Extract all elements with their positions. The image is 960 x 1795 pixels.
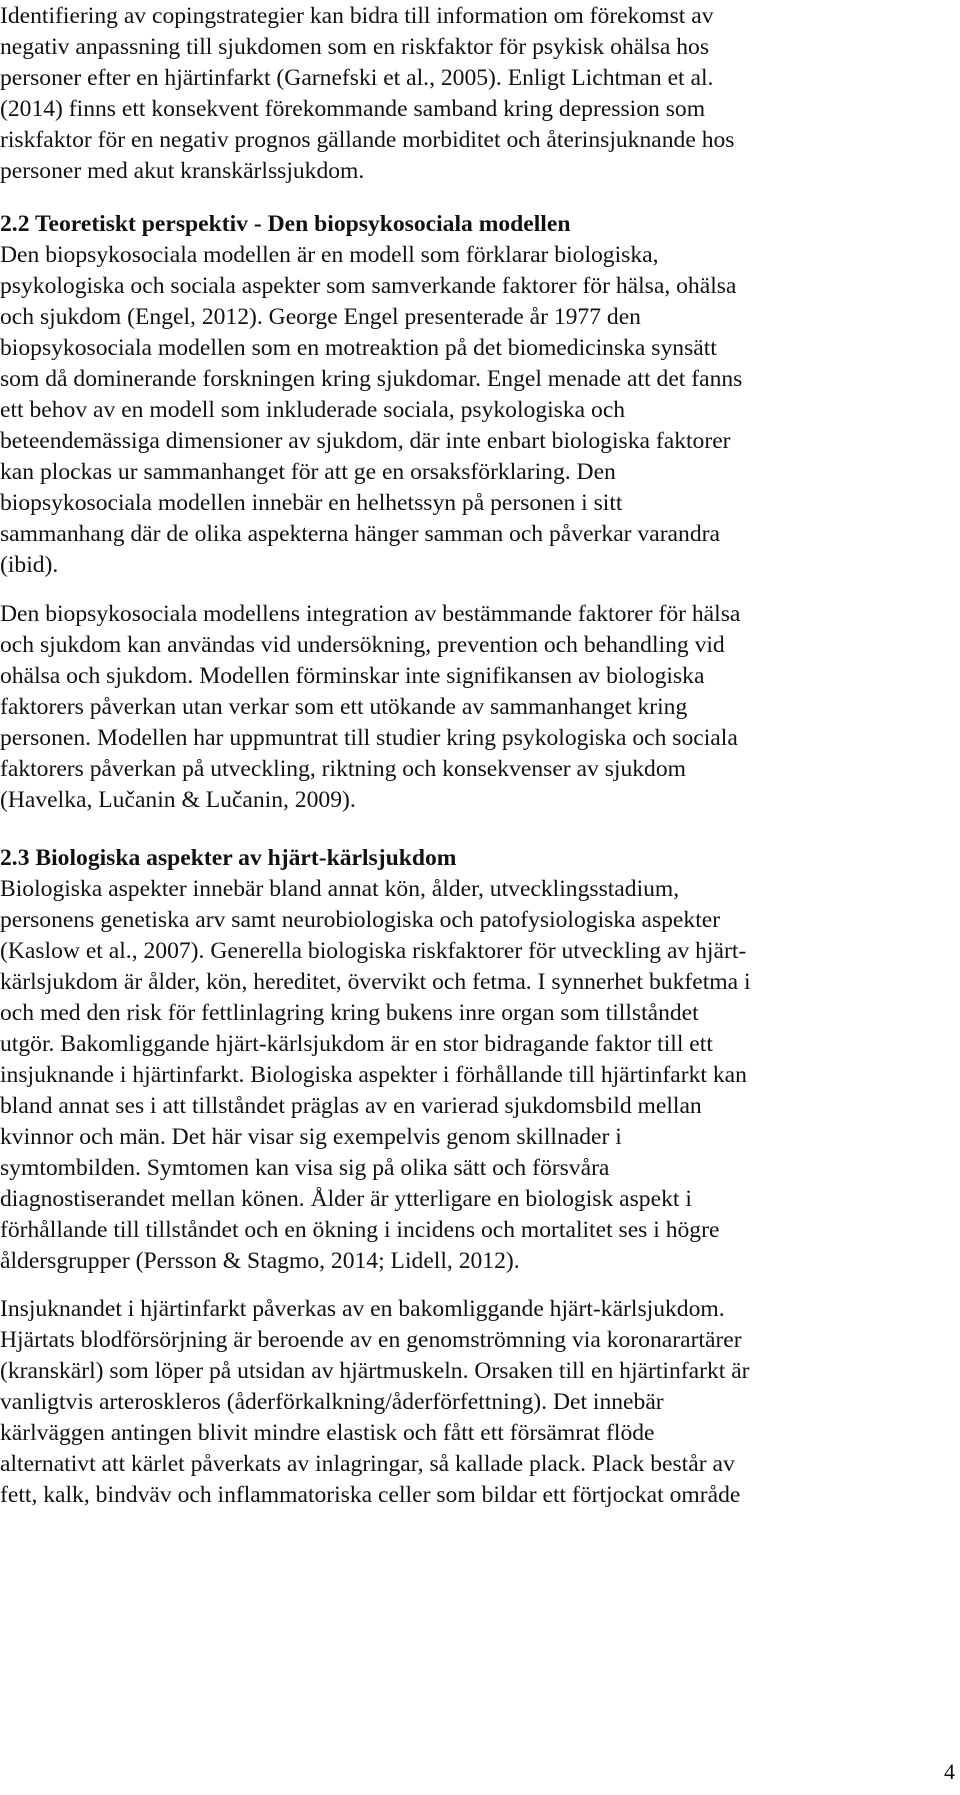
text-line: åldersgrupper (Persson & Stagmo, 2014; Lidell, 2012). <box>0 1248 520 1274</box>
text-line: och med den risk för fettlinlagring kring bukens inre organ som tillståndet <box>0 1000 699 1026</box>
text-line: (kranskärl) som löper på utsidan av hjärtmuskeln. Orsaken till en hjärtinfarkt är <box>0 1358 750 1384</box>
text-line: riskfaktor för en negativ prognos gällande morbiditet och återinsjuknande hos <box>0 127 735 153</box>
text-line: beteendemässiga dimensioner av sjukdom, där inte enbart biologiska faktorer <box>0 428 731 454</box>
section-heading: 2.3 Biologiska aspekter av hjärt-kärlsjukdom <box>0 845 457 871</box>
text-line: psykologiska och sociala aspekter som samverkande faktorer för hälsa, ohälsa <box>0 273 737 299</box>
text-line: utgör. Bakomliggande hjärt-kärlsjukdom är en stor bidragande faktor till ett <box>0 1031 713 1057</box>
text-line: kärlsjukdom är ålder, kön, hereditet, övervikt och fetma. I synnerhet bukfetma i <box>0 969 751 995</box>
text-line: (ibid). <box>0 552 59 578</box>
text-line: insjuknande i hjärtinfarkt. Biologiska aspekter i förhållande till hjärtinfarkt kan <box>0 1062 747 1088</box>
text-line: och sjukdom kan användas vid undersökning, prevention och behandling vid <box>0 632 725 658</box>
text-line: diagnostiserandet mellan könen. Ålder är ytterligare en biologisk aspekt i <box>0 1186 692 1212</box>
text-line: förhållande till tillståndet och en ökning i incidens och mortalitet ses i högre <box>0 1217 720 1243</box>
text-line: faktorers påverkan på utveckling, riktning och konsekvenser av sjukdom <box>0 756 686 782</box>
text-line: negativ anpassning till sjukdomen som en riskfaktor för psykisk ohälsa hos <box>0 34 710 60</box>
section-2-2 <box>0 209 960 581</box>
text-line: (Havelka, Lučanin & Lučanin, 2009). <box>0 787 356 813</box>
text-line: sammanhang där de olika aspekterna hänger samman och påverkar varandra <box>0 521 720 547</box>
text-line: biopsykosociala modellen innebär en helhetssyn på personen i sitt <box>0 490 623 516</box>
text-line: ett behov av en modell som inkluderade sociala, psykologiska och <box>0 397 626 423</box>
text-line: Identifiering av copingstrategier kan bidra till information om förekomst av <box>0 3 714 29</box>
text-line: biopsykosociala modellen som en motreaktion på det biomedicinska synsätt <box>0 335 717 361</box>
text-line: Hjärtats blodförsörjning är beroende av en genomströmning via koronarartärer <box>0 1327 742 1353</box>
text-line: personen. Modellen har uppmuntrat till studier kring psykologiska och sociala <box>0 725 738 751</box>
text-line: personens genetiska arv samt neurobiologiska och patofysiologiska aspekter <box>0 907 721 933</box>
text-line: kvinnor och män. Det här visar sig exempelvis genom skillnader i <box>0 1124 622 1150</box>
text-line: Insjuknandet i hjärtinfarkt påverkas av en bakomliggande hjärt-kärlsjukdom. <box>0 1296 725 1322</box>
text-line: Den biopsykosociala modellen är en modell som förklarar biologiska, <box>0 242 659 268</box>
section-2-3 <box>0 843 960 1277</box>
text-line: kan plockas ur sammanhanget för att ge en orsaksförklaring. Den <box>0 459 616 485</box>
page-number: 4 <box>944 1759 955 1784</box>
section-2-3-paragraph-b <box>0 1294 960 1511</box>
text-line: kärlväggen antingen blivit mindre elastisk och fått ett försämrat flöde <box>0 1420 655 1446</box>
text-line: som då dominerande forskningen kring sjukdomar. Engel menade att det fanns <box>0 366 743 392</box>
text-line: alternativt att kärlet påverkats av inlagringar, så kallade plack. Plack består av <box>0 1451 735 1477</box>
text-line: faktorers påverkan utan verkar som ett utökande av sammanhanget kring <box>0 694 688 720</box>
text-line: personer med akut kranskärlssjukdom. <box>0 158 365 184</box>
text-line: bland annat ses i att tillståndet präglas av en varierad sjukdomsbild mellan <box>0 1093 702 1119</box>
text-line: ohälsa och sjukdom. Modellen förminskar inte signifikansen av biologiska <box>0 663 705 689</box>
text-line: fett, kalk, bindväv och inflammatoriska celler som bildar ett förtjockat område <box>0 1482 741 1508</box>
text-line: (2014) finns ett konsekvent förekommande samband kring depression som <box>0 96 706 122</box>
text-line: (Kaslow et al., 2007). Generella biologiska riskfaktorer för utveckling av hjärt- <box>0 938 747 964</box>
text-line: symtombilden. Symtomen kan visa sig på olika sätt och försvåra <box>0 1155 610 1181</box>
text-line: och sjukdom (Engel, 2012). George Engel presenterade år 1977 den <box>0 304 641 330</box>
paragraph-intro <box>0 1 960 187</box>
text-line: Biologiska aspekter innebär bland annat kön, ålder, utvecklingsstadium, <box>0 876 680 902</box>
section-2-2-paragraph-b <box>0 599 960 816</box>
text-line: vanligtvis arteroskleros (åderförkalkning/åderförfettning). Det innebär <box>0 1389 664 1415</box>
text-line: personer efter en hjärtinfarkt (Garnefski et al., 2005). Enligt Lichtman et al. <box>0 65 714 91</box>
text-line: Den biopsykosociala modellens integration av bestämmande faktorer för hälsa <box>0 601 741 627</box>
section-heading: 2.2 Teoretiskt perspektiv - Den biopsykosociala modellen <box>0 211 571 237</box>
